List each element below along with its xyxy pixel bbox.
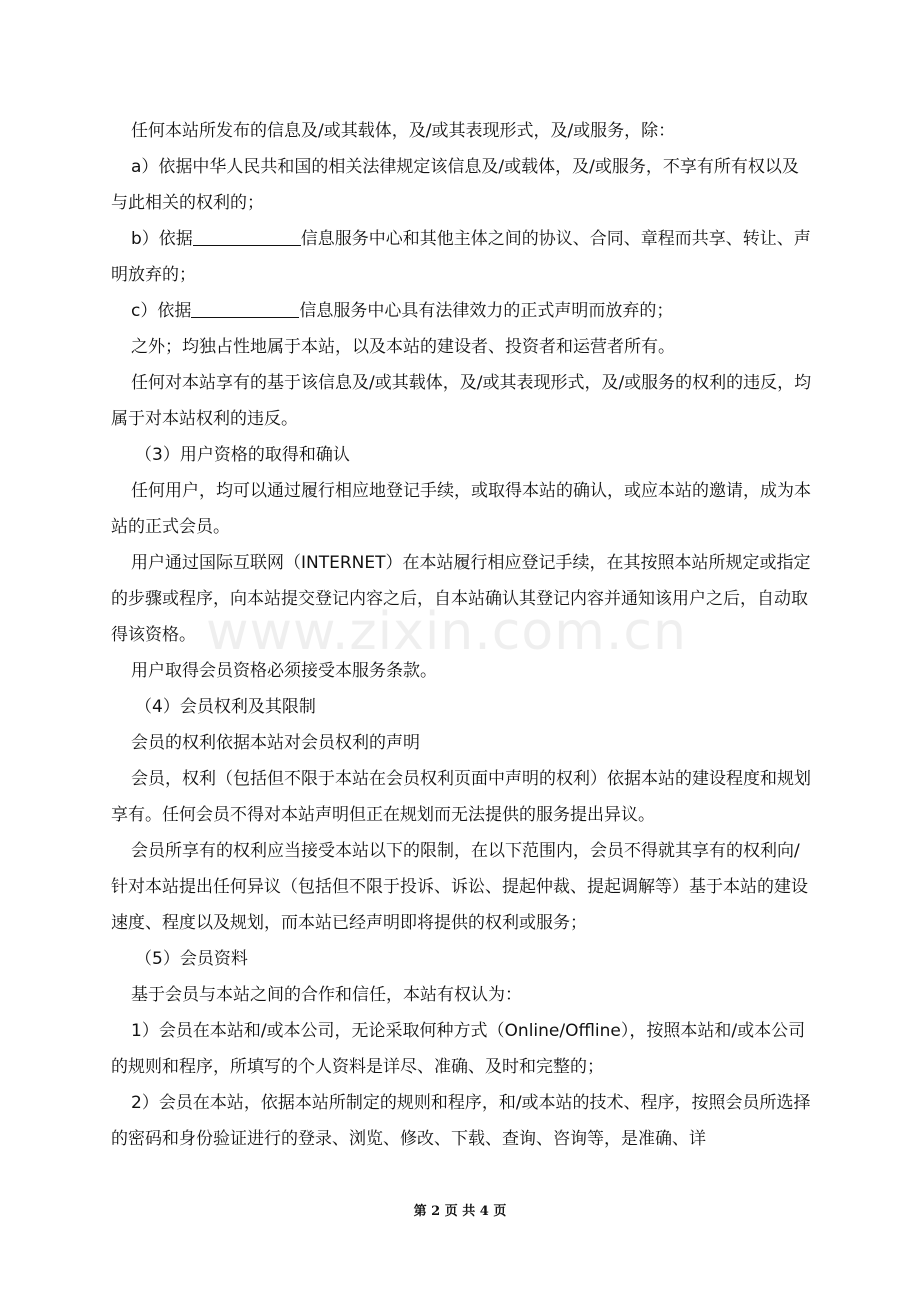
- paragraph: 2）会员在本站，依据本站所制定的规则和程序，和/或本站的技术、程序，按照会员所选择的密码和身份验证进行的登录、浏览、修改、下载、查询、咨询等，是准确、详: [111, 1093, 811, 1149]
- paragraph-suffix: 信息服务中心和其他主体之间的协议、合同、章程而共享、转让、声明放弃的；: [111, 229, 811, 285]
- paragraph: 任何用户，均可以通过履行相应地登记手续，或取得本站的确认，或应本站的邀请，成为本站的正式会员。: [111, 481, 811, 537]
- paragraph: 任何本站所发布的信息及/或其载体，及/或其表现形式，及/或服务，除：: [131, 121, 676, 141]
- paragraph: [111, 221, 813, 293]
- blank-line: [193, 227, 301, 246]
- section-heading: （3）用户资格的取得和确认: [135, 445, 350, 465]
- watermark: www.zixin.com.cn: [206, 602, 687, 662]
- paragraph: 会员，权利（包括但不限于本站在会员权利页面中声明的权利）依据本站的建设程度和规划享有。任何会员不得对本站声明但正在规划而无法提供的服务提出异议。: [111, 769, 811, 825]
- paragraph: 1）会员在本站和/或本公司，无论采取何种方式（Online/Offline），按照本站和/或本公司的规则和程序，所填写的个人资料是详尽、准确、及时和完整的；: [111, 1021, 806, 1077]
- paragraph: 基于会员与本站之间的合作和信任，本站有权认为：: [131, 985, 522, 1005]
- paragraph-prefix: c）依据: [131, 301, 192, 321]
- document-body: [111, 113, 813, 1157]
- paragraph: 用户取得会员资格必须接受本服务条款。: [131, 661, 437, 681]
- section-heading: （5）会员资料: [135, 949, 248, 969]
- section-heading: （4）会员权利及其限制: [135, 697, 316, 717]
- paragraph: 会员所享有的权利应当接受本站以下的限制，在以下范围内，会员不得就其享有的权利向/针对本站提出任何异议（包括但不限于投诉、诉讼、提起仲裁、提起调解等）基于本站的建设速度、程度以及规划，而本站已经声明即将提供的权利或服务；: [111, 841, 808, 933]
- paragraph-suffix: 信息服务中心具有法律效力的正式声明而放弃的；: [299, 301, 674, 321]
- paragraph: a）依据中华人民共和国的相关法律规定该信息及/或载体，及/或服务，不享有所有权以及与此相关的权利的；: [111, 157, 799, 213]
- paragraph: 用户通过国际互联网（INTERNET）在本站履行相应登记手续，在其按照本站所规定或指定的步骤或程序，向本站提交登记内容之后，自本站确认其登记内容并通知该用户之后，自动取得该资格。: [111, 553, 811, 645]
- paragraph: 之外；均独占性地属于本站，以及本站的建设者、投资者和运营者所有。: [131, 337, 675, 357]
- paragraph: [111, 293, 813, 329]
- page-footer: 第 2 页 共 4 页: [413, 1204, 507, 1219]
- blank-line: [191, 299, 299, 318]
- paragraph: 任何对本站享有的基于该信息及/或其载体，及/或其表现形式，及/或服务的权利的违反，均属于对本站权利的违反。: [111, 373, 812, 429]
- paragraph: 会员的权利依据本站对会员权利的声明: [131, 733, 420, 753]
- paragraph-prefix: b）依据: [131, 229, 193, 249]
